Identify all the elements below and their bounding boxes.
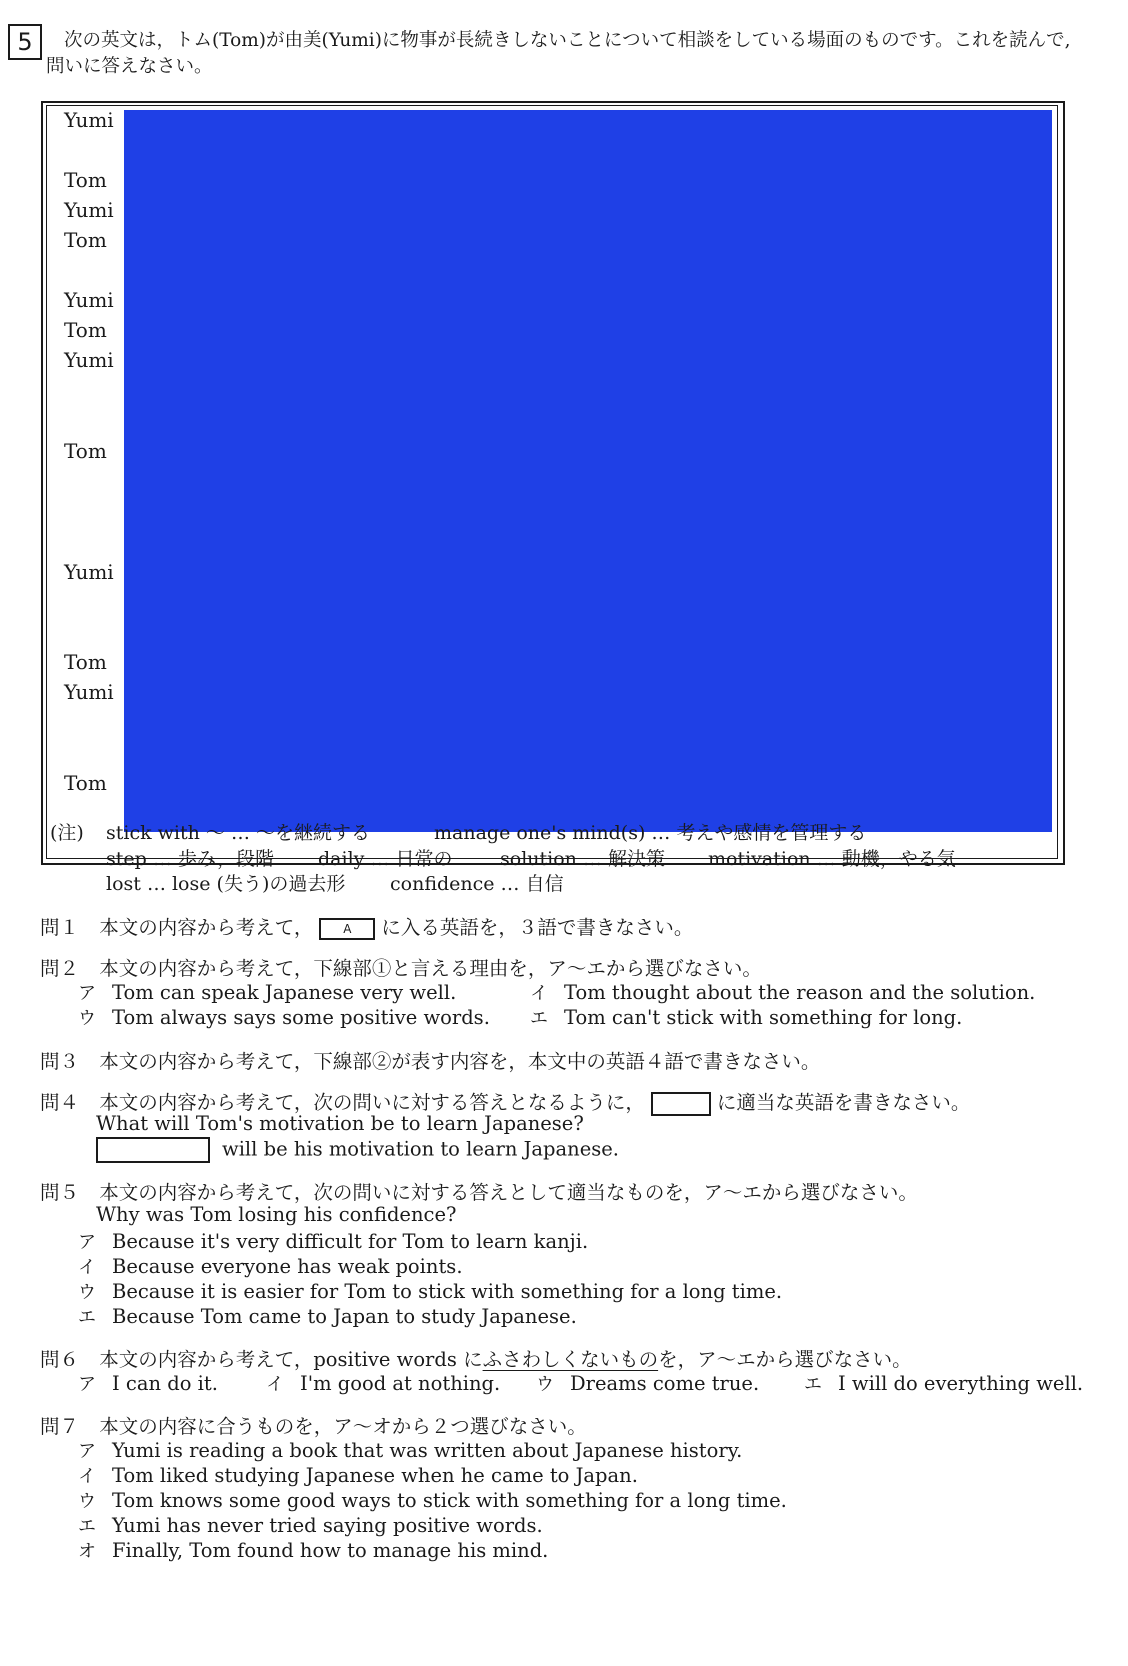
note-item: stick with ～ … ～を継続する — [106, 822, 370, 844]
option-text: I'm good at nothing. — [300, 1372, 501, 1395]
option-text: Because everyone has weak points. — [112, 1255, 463, 1278]
q6 — [40, 1344, 912, 1372]
option-mark: エ — [804, 1374, 822, 1395]
option-mark: エ — [78, 1307, 96, 1328]
option-text: Tom can't stick with something for long. — [564, 1006, 963, 1029]
speaker-label: Tom — [64, 650, 107, 674]
q4-text-post: に適当な英語を書きなさい。 — [716, 1091, 971, 1114]
speaker-label: Tom — [64, 168, 107, 192]
option-text: Tom always says some positive words. — [112, 1006, 490, 1029]
intro-line-2: 問いに答えなさい。 — [46, 56, 213, 77]
note-item: step … 歩み，段階 — [106, 848, 275, 870]
q6-text-pre: 本文の内容から考えて，positive words に — [99, 1348, 483, 1371]
q4-question: What will Tom's motivation be to learn Japanese? — [96, 1112, 584, 1135]
option-mark: ウ — [78, 1491, 96, 1512]
q7-option[interactable] — [78, 1437, 742, 1463]
answer-box-a: A — [319, 918, 375, 940]
q7-number: 問７ — [40, 1415, 80, 1438]
q5-text: 本文の内容から考えて，次の問いに対する答えとして適当なものを，ア～エから選びなさい。 — [99, 1181, 918, 1204]
speaker-label: Tom — [64, 439, 107, 463]
option-text: I will do everything well. — [838, 1372, 1084, 1395]
note-item: lost … lose (失う)の過去形 — [106, 873, 346, 895]
q7-option[interactable] — [78, 1487, 787, 1513]
q6-option[interactable] — [78, 1370, 218, 1396]
q5-number: 問５ — [40, 1181, 80, 1204]
q7-option[interactable] — [78, 1512, 543, 1538]
note-item: solution … 解決策 — [500, 848, 665, 870]
q6-underlined-text: ふさわしくないもの — [482, 1348, 659, 1371]
option-text: Tom knows some good ways to stick with something for a long time. — [112, 1489, 787, 1512]
redaction-block — [124, 110, 1052, 832]
notes-label: (注) — [50, 822, 84, 844]
speaker-label: Yumi — [64, 288, 114, 312]
q5 — [40, 1177, 918, 1205]
q3-text: 本文の内容から考えて，下線部②が表す内容を，本文中の英語４語で書きなさい。 — [99, 1050, 821, 1073]
q6-option[interactable] — [536, 1370, 759, 1396]
q1 — [40, 912, 693, 940]
option-mark: ア — [78, 1441, 96, 1462]
option-text: I can do it. — [112, 1372, 218, 1395]
speaker-label: Tom — [64, 771, 107, 795]
q5-question: Why was Tom losing his confidence? — [96, 1203, 457, 1226]
option-mark: ア — [78, 983, 96, 1004]
q2-option[interactable] — [530, 1004, 962, 1030]
option-mark: エ — [530, 1008, 548, 1029]
option-text: Because it is easier for Tom to stick with something for a long time. — [112, 1280, 783, 1303]
q1-text-pre: 本文の内容から考えて， — [99, 916, 314, 939]
intro-line-1: 次の英文は，トム(Tom)が由美(Yumi)に物事が長続きしないことについて相談をしている場面のものです。これを読んで, — [64, 30, 1071, 51]
q7-text: 本文の内容に合うものを，ア～オから２つ選びなさい。 — [99, 1415, 587, 1438]
q7 — [40, 1411, 587, 1439]
option-text: Tom can speak Japanese very well. — [112, 981, 457, 1004]
option-text: Tom thought about the reason and the solution. — [564, 981, 1036, 1004]
option-text: Because Tom came to Japan to study Japanese. — [112, 1305, 577, 1328]
speaker-label: Tom — [64, 318, 107, 342]
answer-blank — [651, 1092, 711, 1116]
question-number: 5 — [8, 24, 42, 60]
q2 — [40, 953, 762, 981]
option-mark: オ — [78, 1541, 96, 1562]
speaker-label: Yumi — [64, 560, 114, 584]
option-mark: イ — [530, 983, 548, 1004]
q5-option[interactable] — [78, 1253, 463, 1279]
speaker-label: Yumi — [64, 348, 114, 372]
q2-option[interactable] — [78, 1004, 490, 1030]
q7-option[interactable] — [78, 1537, 548, 1563]
option-mark: ア — [78, 1374, 96, 1395]
option-mark: イ — [266, 1374, 284, 1395]
option-mark: イ — [78, 1466, 96, 1487]
q4-answer-line — [96, 1137, 619, 1163]
option-mark: イ — [78, 1257, 96, 1278]
q4-text-pre: 本文の内容から考えて，次の問いに対する答えとなるように， — [99, 1091, 645, 1114]
q6-option[interactable] — [804, 1370, 1083, 1396]
q3-number: 問３ — [40, 1050, 80, 1073]
option-text: Dreams come true. — [570, 1372, 760, 1395]
note-item: daily … 日常の — [318, 848, 453, 870]
option-mark: ア — [78, 1232, 96, 1253]
speaker-label: Tom — [64, 228, 107, 252]
speaker-label: Yumi — [64, 198, 114, 222]
q5-option[interactable] — [78, 1303, 577, 1329]
q2-option[interactable] — [530, 979, 1035, 1005]
q6-text-post: を，ア～エから選びなさい。 — [658, 1348, 912, 1371]
q1-text-post: に入る英語を，３語で書きなさい。 — [381, 916, 694, 939]
option-text: Yumi is reading a book that was written about Japanese history. — [112, 1439, 743, 1462]
speaker-label: Yumi — [64, 680, 114, 704]
q5-option[interactable] — [78, 1228, 588, 1254]
q3 — [40, 1046, 820, 1074]
option-text: Yumi has never tried saying positive words. — [112, 1514, 543, 1537]
answer-blank[interactable] — [96, 1137, 210, 1163]
speaker-label: Yumi — [64, 108, 114, 132]
q7-option[interactable] — [78, 1462, 638, 1488]
q1-number: 問１ — [40, 916, 80, 939]
note-item: confidence … 自信 — [390, 873, 564, 895]
q4-answer-text: will be his motivation to learn Japanese. — [222, 1137, 619, 1161]
option-mark: ウ — [536, 1374, 554, 1395]
option-mark: ウ — [78, 1282, 96, 1303]
note-item: motivation … 動機，やる気 — [708, 848, 956, 870]
q6-option[interactable] — [266, 1370, 500, 1396]
q2-option[interactable] — [78, 979, 456, 1005]
option-text: Tom liked studying Japanese when he came to Japan. — [112, 1464, 638, 1487]
option-text: Finally, Tom found how to manage his mind. — [112, 1539, 549, 1562]
q4-number: 問４ — [40, 1091, 80, 1114]
q6-number: 問６ — [40, 1348, 80, 1371]
q2-text: 本文の内容から考えて，下線部①と言える理由を，ア～エから選びなさい。 — [99, 957, 762, 980]
note-item: manage one's mind(s) … 考えや感情を管理する — [434, 822, 867, 844]
option-mark: エ — [78, 1516, 96, 1537]
option-text: Because it's very difficult for Tom to learn kanji. — [112, 1230, 589, 1253]
q5-option[interactable] — [78, 1278, 782, 1304]
option-mark: ウ — [78, 1008, 96, 1029]
q2-number: 問２ — [40, 957, 80, 980]
